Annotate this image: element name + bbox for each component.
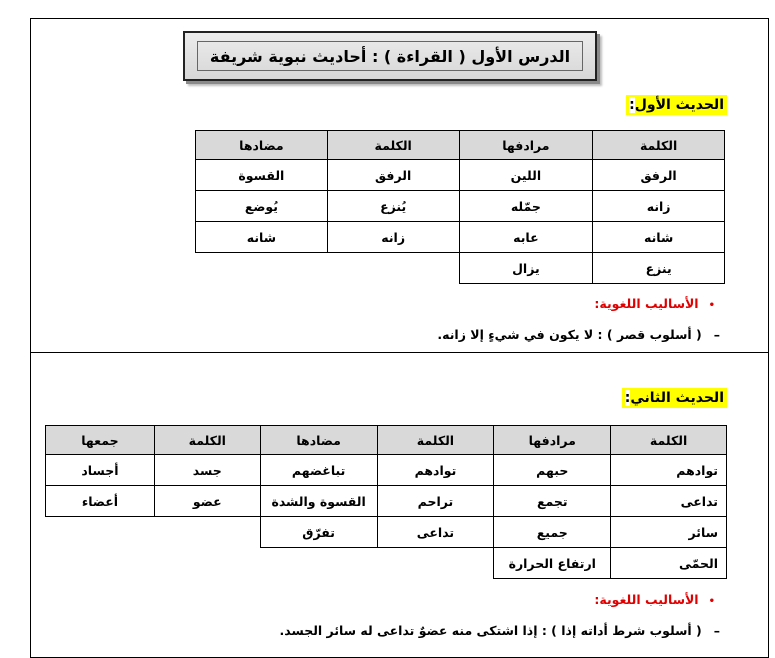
table-cell: تفرّق xyxy=(260,517,377,548)
table-cell: تداعى xyxy=(377,517,494,548)
table-cell: زانه xyxy=(593,191,725,222)
hadith2-heading-text: الحديث الثاني xyxy=(630,390,724,406)
lesson-title-box xyxy=(183,31,597,81)
hadith1-heading-colon: : xyxy=(629,97,635,113)
hadith2-heading-colon: : xyxy=(624,390,631,406)
table-cell: يُنزع xyxy=(327,191,459,222)
hadith2-heading xyxy=(622,388,727,408)
table-cell: عابه xyxy=(459,222,593,253)
table-cell: زانه xyxy=(327,222,459,253)
hadith2-styles-heading xyxy=(594,592,715,607)
table-cell: اللين xyxy=(459,160,593,191)
table-header-cell: مرادفها xyxy=(459,131,593,160)
table-cell: تداعى xyxy=(611,486,727,517)
table-cell: شانه xyxy=(593,222,725,253)
table-cell: الحمّى xyxy=(611,548,727,579)
table-header-cell: مضادها xyxy=(196,131,328,160)
hadith1-styles-heading-text: الأساليب اللغوية: xyxy=(594,296,699,311)
hadith2-style-item-text: ( أسلوب شرط أداته إذا ) : إذا اشتكى منه عضوٌ تداعى له سائر الجسد. xyxy=(279,623,702,638)
table-cell-empty xyxy=(154,548,260,579)
hadith1-vocab-table xyxy=(195,130,725,284)
hadith2-vocab-table xyxy=(45,425,727,579)
table-cell: ارتفاع الحرارة xyxy=(494,548,611,579)
table-cell-empty xyxy=(46,548,155,579)
hadith2-styles-heading-text: الأساليب اللغوية: xyxy=(594,592,699,607)
table-cell: أعضاء xyxy=(46,486,155,517)
table-cell: جمّله xyxy=(459,191,593,222)
table-row xyxy=(46,548,727,579)
table-header-cell: مضادها xyxy=(260,426,377,455)
table-header-cell: الكلمة xyxy=(593,131,725,160)
table-cell-empty xyxy=(154,517,260,548)
dash-icon: – xyxy=(713,623,720,638)
table-header-cell: جمعها xyxy=(46,426,155,455)
table-cell: الرفق xyxy=(327,160,459,191)
section-divider xyxy=(30,352,769,353)
hadith1-styles-heading xyxy=(594,296,715,311)
table-cell: يُوضع xyxy=(196,191,328,222)
hadith1-style-item xyxy=(437,327,720,342)
table-cell: أجساد xyxy=(46,455,155,486)
table-cell: حبهم xyxy=(494,455,611,486)
bullet-icon: • xyxy=(708,596,715,607)
table-cell: سائر xyxy=(611,517,727,548)
table-cell: عضو xyxy=(154,486,260,517)
table-header-cell: الكلمة xyxy=(377,426,494,455)
table-cell: يزال xyxy=(459,253,593,284)
table-header-cell: الكلمة xyxy=(611,426,727,455)
table-cell: الرفق xyxy=(593,160,725,191)
table-cell: تباغضهم xyxy=(260,455,377,486)
table-row xyxy=(196,222,725,253)
hadith1-style-item-text: ( أسلوب قصر ) : لا يكون في شيءٍ إلا زانه. xyxy=(437,327,702,342)
table-cell-empty xyxy=(260,548,377,579)
hadith2-style-item xyxy=(280,623,720,638)
table-header-row xyxy=(196,131,725,160)
bullet-icon: • xyxy=(708,300,715,311)
table-cell-empty xyxy=(46,517,155,548)
table-row xyxy=(46,455,727,486)
lesson-title: الدرس الأول ( القراءة ) : أحاديث نبوية شريفة xyxy=(197,41,583,71)
table-cell: جسد xyxy=(154,455,260,486)
table-row xyxy=(196,160,725,191)
dash-icon: – xyxy=(713,327,720,342)
table-cell: ينزع xyxy=(593,253,725,284)
table-cell: تجمع xyxy=(494,486,611,517)
table-row xyxy=(46,517,727,548)
table-header-row xyxy=(46,426,727,455)
table-cell: جميع xyxy=(494,517,611,548)
table-row xyxy=(196,191,725,222)
table-row xyxy=(196,253,725,284)
table-cell: القسوة والشدة xyxy=(260,486,377,517)
table-cell: توادهم xyxy=(611,455,727,486)
hadith1-heading-text: الحديث الأول xyxy=(634,97,724,113)
table-header-cell: الكلمة xyxy=(154,426,260,455)
table-cell: القسوة xyxy=(196,160,328,191)
table-header-cell: الكلمة xyxy=(327,131,459,160)
table-cell: تراحم xyxy=(377,486,494,517)
table-header-cell: مرادفها xyxy=(494,426,611,455)
hadith1-heading xyxy=(626,95,727,115)
table-cell-empty xyxy=(327,253,459,284)
table-cell-empty xyxy=(196,253,328,284)
table-cell: توادهم xyxy=(377,455,494,486)
table-row xyxy=(46,486,727,517)
table-cell-empty xyxy=(377,548,494,579)
table-cell: شانه xyxy=(196,222,328,253)
